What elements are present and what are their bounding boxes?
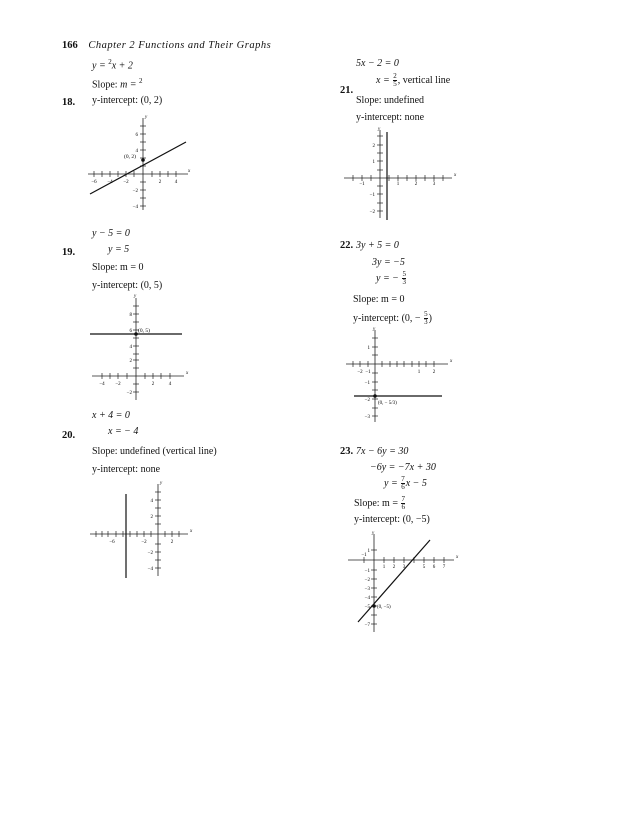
x-tick: 2 — [392, 565, 396, 570]
point-label: (0, 5) — [138, 328, 150, 334]
x-axis-label: x — [188, 169, 191, 174]
y-tick: −1 — [364, 381, 370, 386]
problem-20-equation-1: x + 4 = 0 — [92, 410, 130, 421]
problem-21-equation-1: 5x − 2 = 0 — [356, 58, 399, 69]
problem-19-intercept: y-intercept: (0, 5) — [92, 280, 163, 291]
problem-23-equation-2: −6y = −7x + 30 — [370, 462, 436, 473]
y-tick: −2 — [132, 189, 138, 194]
y-tick: −4 — [132, 205, 138, 210]
problem-23-graph — [344, 530, 462, 634]
problem-21-number: 21. — [340, 85, 354, 96]
problem-22-graph — [342, 326, 454, 426]
y-axis-label: y — [373, 327, 376, 332]
point-label: (0, −5) — [377, 605, 391, 610]
problem-22-number: 22. — [340, 240, 354, 251]
x-tick: 2 — [170, 540, 174, 545]
problem-20-equation-2: x = − 4 — [108, 426, 139, 437]
x-tick: −4 — [99, 382, 105, 387]
problem-18-graph — [80, 112, 195, 217]
problem-23-number: 23. — [340, 446, 354, 457]
x-tick: 5 — [422, 565, 426, 570]
y-tick: −5 — [364, 605, 370, 610]
y-tick: −2 — [126, 391, 132, 396]
problem-20-number: 20. — [62, 430, 76, 441]
y-tick: 1 — [367, 346, 370, 351]
y-tick: 6 — [129, 329, 132, 334]
page-number: 166 — [62, 40, 78, 51]
x-tick: −2 — [115, 382, 121, 387]
y-tick: 8 — [129, 313, 132, 318]
problem-21-slope: Slope: undefined — [356, 95, 425, 106]
x-tick: −6 — [91, 180, 97, 185]
x-tick: −6 — [109, 540, 115, 545]
x-tick: −2 — [357, 370, 363, 375]
problem-20-graph — [88, 478, 198, 580]
y-tick: −2 — [364, 398, 370, 403]
problem-18-intercept: y-intercept: (0, 2) — [92, 95, 163, 106]
x-axis-label: x — [454, 173, 457, 178]
problem-21-graph — [340, 126, 460, 222]
x-tick: −4 — [107, 180, 113, 185]
x-tick: 4 — [174, 180, 178, 185]
x-tick: −1 — [359, 182, 365, 187]
y-tick: −1 — [369, 193, 375, 198]
y-axis-label: y — [378, 127, 381, 132]
x-tick: 1 — [396, 182, 400, 187]
y-tick: −2 — [364, 578, 370, 583]
y-tick: 2 — [150, 515, 153, 520]
problem-22-slope: Slope: m = 0 — [353, 294, 405, 305]
x-tick: −2 — [141, 540, 147, 545]
problem-23-intercept: y-intercept: (0, −5) — [354, 514, 430, 525]
problem-22-intercept: y-intercept: (0, − $\frac{5}{3}$ ) — [353, 310, 432, 326]
problem-21-equation-2: x = $\frac{2}{5}$ , vertical line — [376, 72, 451, 88]
x-axis-label: x — [190, 529, 193, 534]
x-axis-label: x — [450, 359, 453, 364]
x-tick: −1 — [361, 553, 367, 558]
y-tick: −2 — [369, 210, 375, 215]
problem-19-number: 19. — [62, 247, 76, 258]
y-tick: 6 — [135, 133, 138, 138]
x-tick: 2 — [158, 180, 162, 185]
x-tick: 7 — [442, 565, 446, 570]
y-tick: −2 — [147, 551, 153, 556]
y-tick: 2 — [129, 359, 132, 364]
y-tick: 4 — [150, 499, 153, 504]
problem-19-equation-2: y = 5 — [108, 244, 130, 255]
y-tick: −7 — [364, 623, 370, 628]
y-axis-label: y — [145, 115, 148, 120]
chapter-title: Chapter 2 Functions and Their Graphs — [88, 40, 272, 51]
x-tick: −2 — [123, 180, 129, 185]
y-tick: 1 — [372, 160, 375, 165]
x-axis-label: x — [456, 555, 459, 560]
problem-19-graph — [88, 292, 188, 404]
problem-18-slope: Slope: m = $^2$ — [92, 77, 143, 91]
x-tick: 1 — [417, 370, 421, 375]
y-tick: −3 — [364, 415, 370, 420]
y-tick: −1 — [364, 569, 370, 574]
problem-23-slope: Slope: m = $\frac{7}{6}$ — [354, 495, 405, 511]
problem-23-equation-3: y = $\frac{7}{6}$ x − 5 — [384, 475, 427, 491]
y-axis-label: y — [134, 294, 137, 299]
problem-22-equation-1: 3y + 5 = 0 — [356, 240, 399, 251]
y-tick: 4 — [135, 149, 138, 154]
x-tick: 3 — [432, 182, 436, 187]
problem-19-slope: Slope: m = 0 — [92, 262, 144, 273]
point-label: (0, 2) — [124, 154, 136, 160]
y-tick: −4 — [147, 567, 153, 572]
y-axis-label: y — [372, 531, 375, 536]
x-tick: 2 — [432, 370, 436, 375]
problem-23-equation-1: 7x − 6y = 30 — [356, 446, 409, 457]
problem-18-equation: y = $^2$x + 2 — [92, 58, 133, 72]
x-tick: 6 — [432, 565, 436, 570]
problem-20-slope: Slope: undefined (vertical line) — [92, 446, 217, 457]
y-tick: 1 — [367, 549, 370, 554]
x-tick: 3 — [402, 565, 406, 570]
problem-21-intercept: y-intercept: none — [356, 112, 425, 123]
point-label: (0, − 5/3) — [378, 401, 397, 406]
x-tick: 2 — [151, 382, 155, 387]
page-header — [62, 40, 271, 51]
problem-19-equation-1: y − 5 = 0 — [92, 228, 130, 239]
problem-20-intercept: y-intercept: none — [92, 464, 161, 475]
x-tick: −1 — [365, 370, 371, 375]
x-tick: 2 — [414, 182, 418, 187]
x-tick: 4 — [168, 382, 172, 387]
y-axis-label: y — [160, 481, 163, 486]
x-axis-label: x — [186, 371, 189, 376]
x-tick: 1 — [382, 565, 386, 570]
y-tick: 4 — [129, 345, 132, 350]
y-tick: −4 — [364, 596, 370, 601]
y-tick: −3 — [364, 587, 370, 592]
problem-18-number: 18. — [62, 97, 76, 108]
problem-22-equation-3: y = − $\frac{5}{3}$ — [376, 270, 406, 286]
problem-22-equation-2: 3y = −5 — [372, 257, 405, 268]
y-tick: 2 — [372, 144, 375, 149]
